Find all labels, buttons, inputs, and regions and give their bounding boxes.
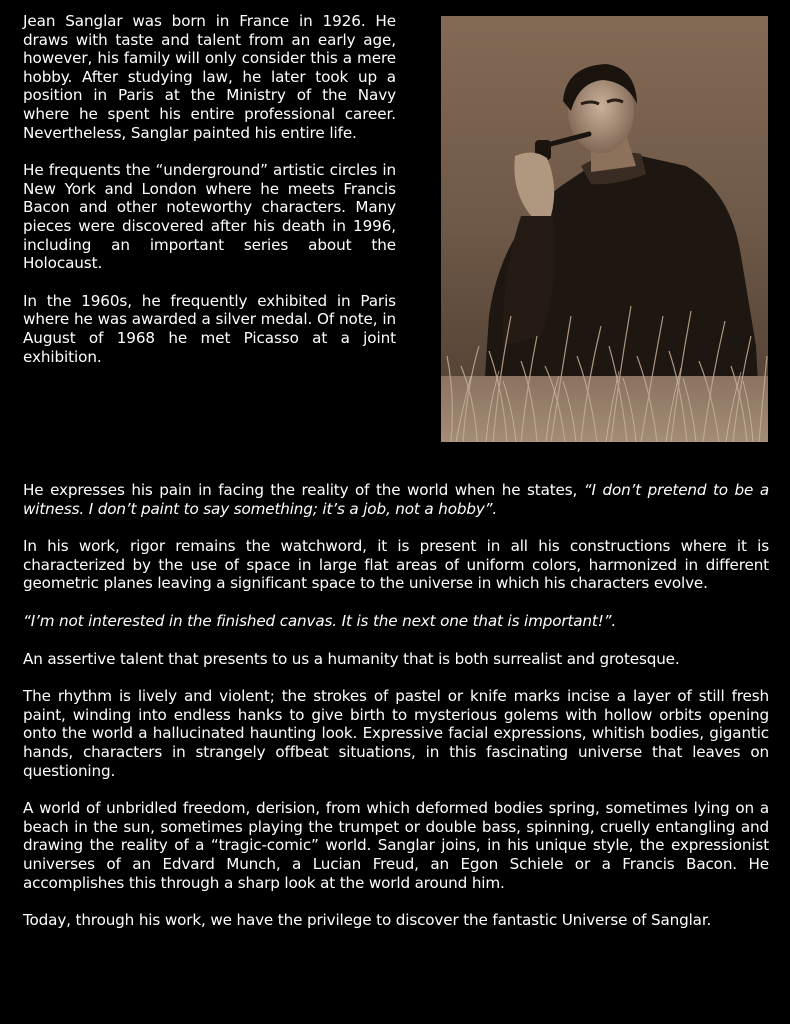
body-paragraph-talent: An assertive talent that presents to us a humanity that is both surrealist and grotesque. [23, 649, 680, 668]
body-paragraph-canvas-quote [23, 612, 769, 631]
body-paragraph-rhythm: The rhythm is lively and violent; the strokes of pastel or knife marks incise a layer of still fresh paint, winding into endless hanks to give birth to mysterious golems with hollow orbits opening onto the world a hallucinated haunting look. Expressive facial expressions, whitish bodies, gigantic hands, characters in strangely offbeat situations, in this fascinating universe that leaves on questioning. [23, 687, 769, 780]
witness-quote: “I don’t pretend to be a witness. I don’t paint to say something; it’s a job, not a hobby”. [23, 481, 770, 518]
intro-column [23, 12, 396, 385]
portrait-photo [441, 16, 768, 442]
witness-text: He expresses his pain in facing the reality of the world when he states, [23, 481, 584, 499]
intro-paragraph-birth: Jean Sanglar was born in France in 1926. He draws with taste and talent from an early age, however, his family will only consider this a mere hobby. After studying law, he later took up a position in Paris at the Ministry of the Navy where he spent his entire professional career. Nevertheless, Sanglar painted his entire life. [23, 12, 396, 142]
body-paragraph-rigor: In his work, rigor remains the watchword, it is present in all his constructions where it is characterized by the use of space in large flat areas of uniform colors, harmonized in different geometric planes leaving a significant space to the universe in which his characters evolve. [23, 537, 769, 593]
canvas-quote: “I’m not interested in the finished canvas. It is the next one that is important!”. [23, 611, 617, 630]
intro-paragraph-underground: He frequents the “underground” artistic circles in New York and London where he meets Francis Bacon and other noteworthy characters. Many pieces were discovered after his death in 1996, including an important series about the Holocaust. [23, 161, 396, 273]
body-paragraph-freedom: A world of unbridled freedom, derision, from which deformed bodies spring, sometimes lying on a beach in the sun, sometimes playing the trumpet or double bass, spinning, cruelly entangling and drawing the reality of a “tragic-comic” world. Sanglar joins, in his unique style, the expressionist universes of an Edvard Munch, a Lucian Freud, an Egon Schiele or a Francis Bacon. He accomplishes this through a sharp look at the world around him. [23, 799, 769, 892]
body-paragraph-witness [23, 481, 769, 518]
intro-paragraph-exhibitions: In the 1960s, he frequently exhibited in Paris where he was awarded a silver medal. Of note, in August of 1968 he met Picasso at a joint exhibition. [23, 291, 396, 366]
body-column [23, 481, 769, 949]
body-paragraph-today: Today, through his work, we have the privilege to discover the fantastic Universe of Sanglar. [23, 911, 712, 930]
portrait-photo-icon [441, 16, 768, 442]
